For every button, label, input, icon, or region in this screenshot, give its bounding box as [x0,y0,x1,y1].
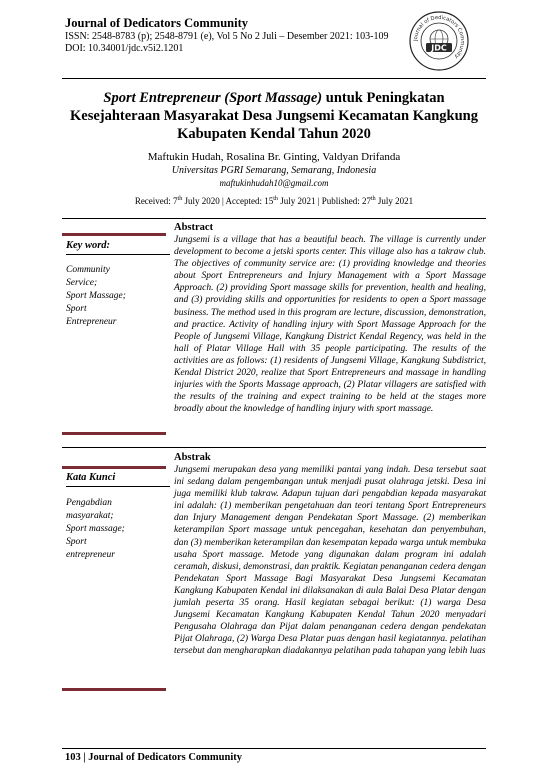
issn-line: ISSN: 2548-8783 (p); 2548-8791 (e), Vol 5 No 2 Juli – Desember 2021: 103-109 [65,31,389,42]
kata-kunci-title: Kata Kunci [66,472,116,483]
keyword-item: Sport Massage; [66,291,126,301]
header-divider [62,78,486,79]
logo-ring-text: Journal of Dedicators Community [412,14,466,60]
article-affiliation: Universitas PGRI Semarang, Semarang, Indonesia [171,165,377,176]
keyword-item: masyarakat; [66,511,114,521]
kata-kunci-sidebar-bar-bottom [62,688,166,691]
kata-kunci-title-underline [66,486,170,487]
article-dates: Received: 7th July 2020 | Accepted: 15th July 2021 | Published: 27th July 2021 [134,196,414,206]
keyword-item: entrepreneur [66,550,115,560]
abstrak-text: Jungsemi merupakan desa yang memiliki pantai yang indah. Desa tersebut saat ini sedang dalam pengembangan untuk menjadi pusat olahraga jetski. Desa ini juga memiliki klub takraw. Adapun tujuan dari pengabdian kepada masyarakat ini adalah: (1) memberikan pengetahuan dan teori tentang Sport Entrepreneurs dan Injury Management dengan Pendekatan Sport Massage. (2) memberikan keterampilan Sport massage untuk pencegahan, kesehatan dan penyembuhan, dan (3) memberikan keterampilan dan kesempatan kepada warga untuk membuka usaha Sport massage. Metode yang digunakan dalam program ini adalah ceramah, diskusi, demonstrasi, dan praktik. Kegiatan penanganan cedera dengan Pendekatan Sport Massage Bagi Masyarakat Desa Jungsemi Kecamatan Kangkung Kabupaten Kendal ini dilaksanakan di aula Balai Desa Platar dengan jumlah peserta 35 orang. Hasil kegiatan sebagai berikut: (1) warga Desa Jungsemi Kecamatan Kangkung Kabupaten Kendal Tahun 2020 menyadari Pengusaha Olahraga dan Pijat dalam penanganan cedera dengan pendekatan Pijat Olahraga, (2) Warga Desa Platar puas dengan hasil kegiatannya. pelatihan tersebut dan mengharapkan diadakannya pelatihan pada tahapan yang lebih luas [174,465,486,657]
abstract-id-top-divider [62,447,486,448]
keyword-item: Sport massage; [66,524,125,534]
kata-kunci-list [66,497,166,562]
article-title [62,89,486,143]
abstrak-heading: Abstrak [174,452,211,463]
keyword-title-underline [66,254,170,255]
keyword-item: Community [66,265,110,275]
kata-kunci-sidebar-bar-top [62,466,166,469]
article-title-italic: Sport Entrepreneur (Sport Massage) [103,90,323,106]
abstract-text: Jungsemi is a village that has a beautiful beach. The village is currently under development to become a jetski sports center. This village also has a takraw club. The objectives of community service are: (1) providing knowledge and theories about Sport Entrepreneurs and Injury Management with a Sport Massage Approach. (2) providing Sport massage skills for prevention, health and healing, and (3) providing skills and opportunities for residents to open a Sport massage business. The method used in this program are lecture, discussion, demonstration, and practice. Activity of handling injury with Sport Massage Approach for the People of Jungsemi Village, Kangkung District Kendal Regency, was held in the hall of Platar Village Hall with 35 people participating. The results of the activities are as follows: (1) residents of Jungsemi Village, Kangkung Subdistrict, Kendal District 2020, realize that Sport Entrepreneurs and massage in handling injuries with the Sports Massage approach, (2) Platar villagers are satisfied with the results of the training and expect training to be held at the stages more broadly about the knowledge of handling injury with sport massage. [174,235,486,415]
article-email[interactable]: maftukinhudah10@gmail.com [219,178,329,188]
journal-logo [408,10,470,72]
abstract-en-top-divider [62,218,486,219]
abstract-heading: Abstract [174,222,214,233]
footer-divider [62,748,486,749]
journal-name: Journal of Dedicators Community [65,16,248,30]
article-authors: Maftukin Hudah, Rosalina Br. Ginting, Valdyan Drifanda [147,151,401,163]
keyword-sidebar-bar-bottom [62,432,166,435]
doi-line: DOI: 10.34001/jdc.v5i2.1201 [65,43,184,54]
keyword-item: Service; [66,278,98,288]
keyword-title: Key word: [66,240,111,251]
keyword-item: Entrepreneur [66,317,117,327]
keyword-item: Pengabdian [66,498,112,508]
keyword-sidebar-bar-top [62,233,166,236]
logo-text: JDC [431,43,447,53]
page-footer: 103 | Journal of Dedicators Community [65,752,243,763]
keyword-item: Sport [66,537,87,547]
keyword-list [66,264,166,329]
article-title-rest: untuk Peningkatan Kesejahteraan Masyarakat Desa Jungsemi Kecamatan Kangkung Kabupaten Kendal Tahun 2020 [69,90,478,142]
keyword-item: Sport [66,304,87,314]
